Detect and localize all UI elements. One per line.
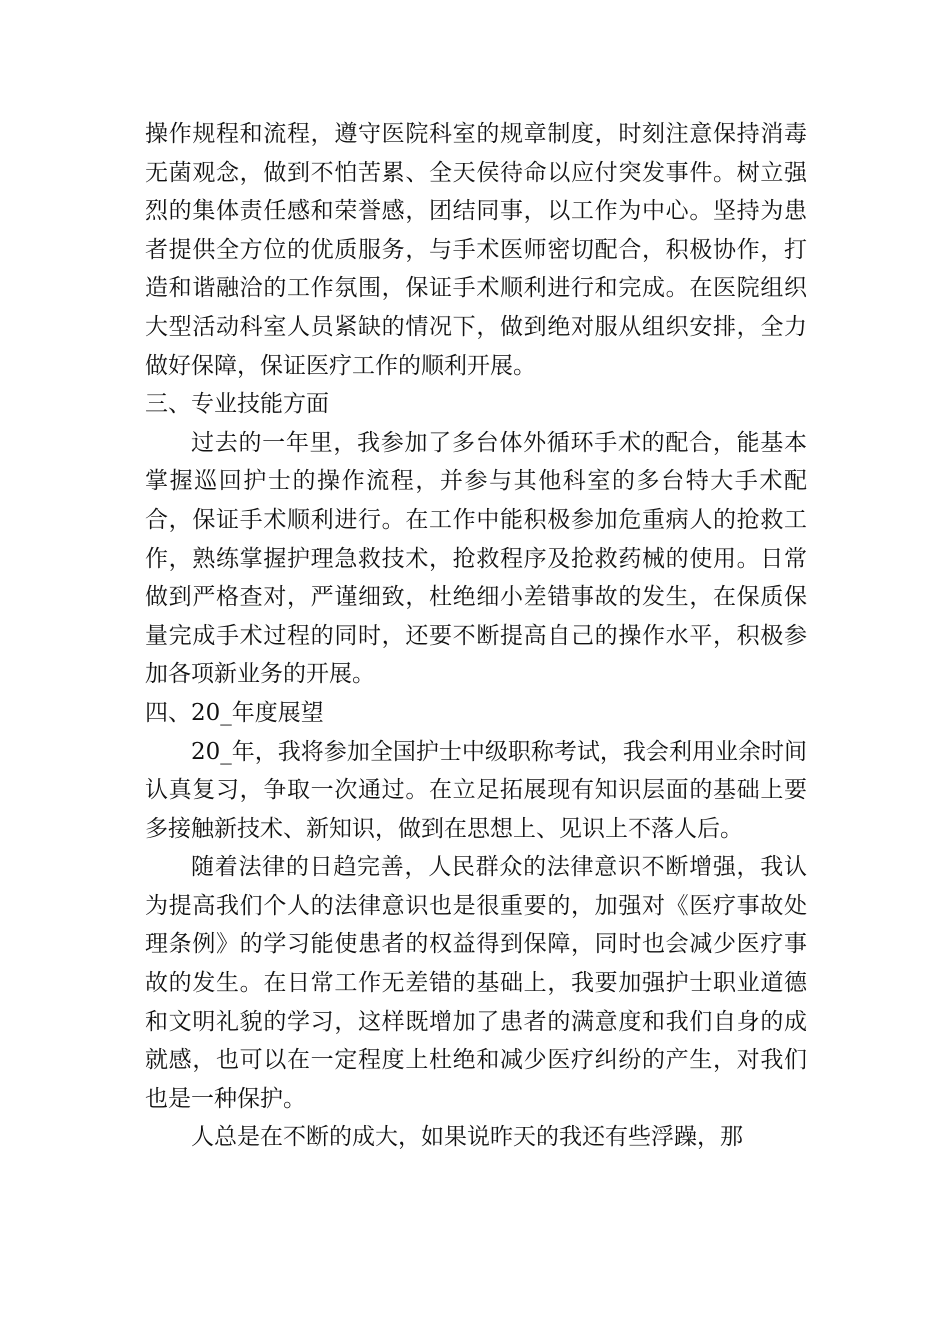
body-paragraph-outlook: 20_年，我将参加全国护士中级职称考试，我会利用业余时间认真复习，争取一次通过。在立足拓展现有知识层面的基础上要多接触新技术、新知识，做到在思想上、见识上不落人后。 bbox=[145, 738, 807, 842]
body-paragraph-professional-skills: 过去的一年里，我参加了多台体外循环手术的配合，能基本掌握巡回护士的操作流程，并参与其他科室的多台特大手术配合，保证手术顺利进行。在工作中能积极参加危重病人的抢救工作，熟练掌握护理急救技术，抢救程序及抢救药械的使用。日常做到严格查对，严谨细致，杜绝细小差错事故的发生，在保质保量完成手术过程的同时，还要不断提高自己的操作水平，积极参加各项新业务的开展。 bbox=[145, 429, 807, 688]
section-heading-outlook: 四、20_年度展望 bbox=[145, 699, 324, 726]
body-paragraph-growth: 人总是在不断的成大，如果说昨天的我还有些浮躁，那 bbox=[191, 1124, 743, 1151]
body-paragraph-continued: 操作规程和流程，遵守医院科室的规章制度，时刻注意保持消毒无菌观念，做到不怕苦累、全天侯待命以应付突发事件。树立强烈的集体责任感和荣誉感，团结同事，以工作为中心。坚持为患者提供全方位的优质服务，与手术医师密切配合，积极协作，打造和谐融洽的工作氛围，保证手术顺利进行和完成。在医院组织大型活动科室人员紧缺的情况下，做到绝对服从组织安排，全力做好保障，保证医疗工作的顺利开展。 bbox=[145, 121, 807, 379]
section-heading-professional-skills: 三、专业技能方面 bbox=[145, 391, 329, 418]
body-paragraph-legal-awareness: 随着法律的日趋完善，人民群众的法律意识不断增强，我认为提高我们个人的法律意识也是很重要的，加强对《医疗事故处理条例》的学习能使患者的权益得到保障，同时也会减少医疗事故的发生。在日常工作无差错的基础上，我要加强护士职业道德和文明礼貌的学习，这样既增加了患者的满意度和我们自身的成就感，也可以在一定程度上杜绝和减少医疗纠纷的产生，对我们也是一种保护。 bbox=[145, 854, 807, 1112]
document-page bbox=[145, 115, 807, 1157]
